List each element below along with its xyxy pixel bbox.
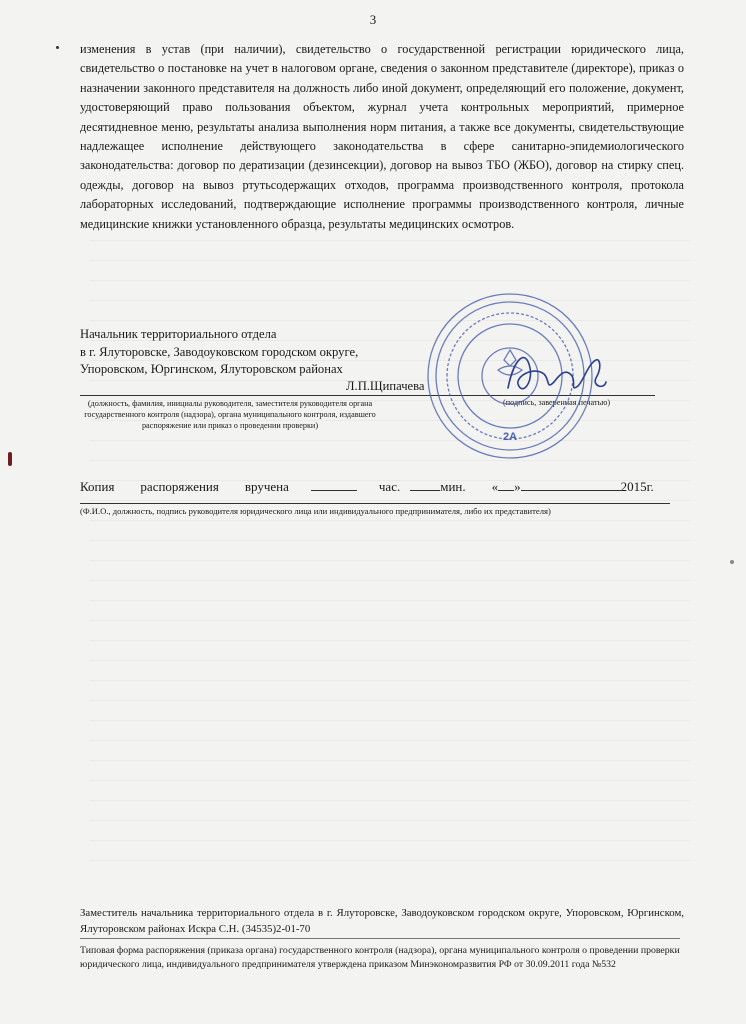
bleed-through-line	[90, 240, 690, 241]
bleed-through-line	[90, 440, 690, 441]
recipient-caption: (Ф.И.О., должность, подпись руководителя юридического лица или индивидуального предпринимателя, либо их представителя)	[80, 506, 551, 516]
minutes-label: мин.	[440, 479, 466, 494]
bleed-through-line	[90, 260, 690, 261]
order-word: распоряжения	[140, 479, 219, 494]
speck-mark	[730, 560, 734, 564]
bleed-through-line	[90, 580, 690, 581]
hours-label: час.	[378, 479, 401, 494]
bleed-through-line	[90, 600, 690, 601]
page-number: 3	[369, 12, 377, 27]
year-label: 2015г.	[620, 479, 654, 494]
delivered-word: вручена	[244, 479, 289, 494]
bleed-through-line	[90, 520, 690, 521]
stamp-number: 2А	[502, 431, 518, 443]
signatory-line-2: в г. Ялуторовске, Заводоуковском городском округе,	[80, 344, 359, 359]
signature-caption: (подпись, заверенная печатью)	[503, 398, 611, 407]
minutes-blank[interactable]	[410, 478, 440, 491]
bleed-through-line	[90, 540, 690, 541]
bleed-through-line	[90, 700, 690, 701]
bleed-through-line	[90, 840, 690, 841]
bleed-through-line	[90, 560, 690, 561]
bleed-through-line	[90, 820, 690, 821]
bleed-through-line	[90, 680, 690, 681]
recipient-underline	[80, 503, 670, 504]
day-blank[interactable]	[498, 478, 514, 491]
bleed-through-line	[90, 620, 690, 621]
day-close-quote: »	[514, 479, 521, 494]
documents-list-paragraph: изменения в устав (при наличии), свидетельство о государственной регистрации юридического лица, свидетельство о постановке на учет в налоговом органе, сведения о законном представителе (директоре), приказ о назначении законного представителя на должность либо иной документ, определяющий его положение, документ, удостоверяющий право пользования объектом, журнал учета контрольных мероприятий, примерное десятидневное меню, результаты анализа выполнения норм питания, а также все документы, свидетельствующие надлежащее исполнение действующего законодательства в сфере санитарно-эпидемиологического законодательства: договор по дератизации (дезинсекции), договор на вывоз ТБО (ЖБО), договор на стирку спец. одежды, договор на вывоз ртутьсодержащих отходов, программа производственного контроля, протокола лабораторных исследований, подтверждающие исполнение программы производственного контроля, личные медицинские книжки установленного образца, результаты медицинских осмотров.	[80, 42, 684, 231]
form-footnote: Типовая форма распоряжения (приказа органа) государственного контроля (надзора), органа муниципального контроля о проведении проверки юридического лица, индивидуального предпринимателя утверждена приказом Минэкономразвития РФ от 30.09.2011 года №532	[80, 945, 680, 970]
handwritten-signature	[500, 338, 610, 408]
deputy-contact: Заместитель начальника территориального отдела в г. Ялуторовске, Заводоуковском городском округе, Упоровском, Юргинском, Ялуторовском районах Искра С.Н. (34535)2-01-70	[80, 907, 684, 935]
bleed-through-line	[90, 660, 690, 661]
signatory-caption: (должность, фамилия, инициалы руководителя, заместителя руководителя органа государственного контроля (надзора), органа муниципального контроля, издавшего распоряжение или приказ о проведении проверки)	[84, 399, 376, 430]
speck-mark	[56, 46, 59, 49]
signatory-line-1: Начальник территориального отдела	[80, 327, 277, 341]
bleed-through-line	[90, 300, 690, 301]
bleed-through-line	[90, 720, 690, 721]
bleed-through-line	[90, 860, 690, 861]
bleed-through-line	[90, 460, 690, 461]
copy-delivery-line	[80, 478, 670, 495]
bleed-through-line	[90, 780, 690, 781]
bleed-through-line	[90, 800, 690, 801]
bleed-through-line	[90, 280, 690, 281]
footnote-divider	[80, 938, 680, 939]
margin-ink-mark	[8, 452, 12, 466]
day-open-quote: «	[491, 479, 499, 494]
bleed-through-line	[90, 500, 690, 501]
hours-blank[interactable]	[311, 478, 357, 491]
signatory-line-3: Упоровском, Юргинском, Ялуторовском районах	[80, 362, 343, 376]
bleed-through-line	[90, 760, 690, 761]
signatory-name: Л.П.Щипачева	[346, 379, 425, 393]
bleed-through-line	[90, 740, 690, 741]
month-blank[interactable]	[521, 478, 621, 491]
bleed-through-line	[90, 640, 690, 641]
copy-word: Копия	[80, 479, 115, 494]
bleed-through-line	[90, 320, 690, 321]
